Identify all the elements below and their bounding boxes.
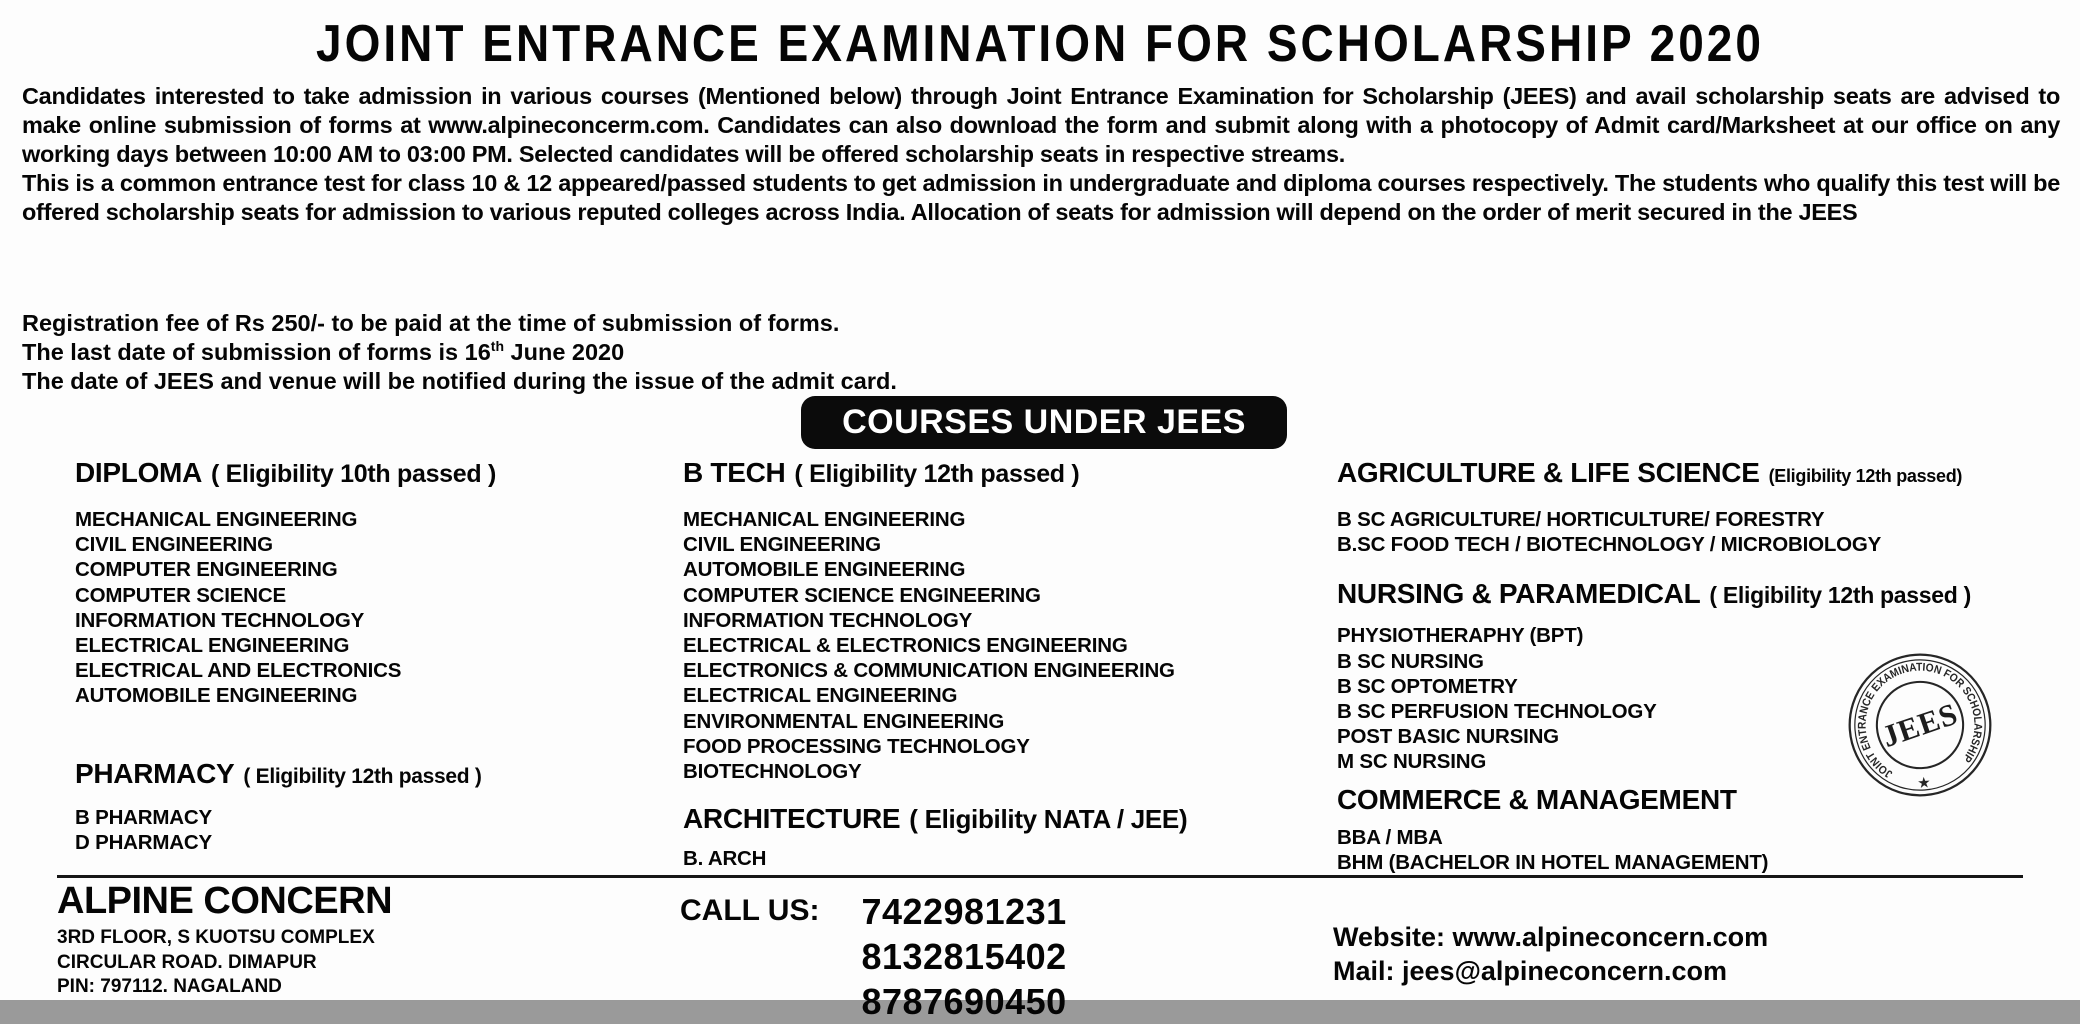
address-line: CIRCULAR ROAD. DIMAPUR [57, 951, 317, 973]
course-item: INFORMATION TECHNOLOGY [683, 608, 973, 632]
organization-address [57, 926, 392, 1000]
organization-name: ALPINE CONCERN [57, 880, 393, 922]
note-registration-fee: Registration fee of Rs 250/- to be paid at the time of submission of forms. [22, 310, 840, 336]
intro-paragraph-1: Candidates interested to take admission in various courses (Mentioned below) through Joint Entrance Examination for Scholarship (JEES) and avail scholarship seats are advised to make online submission of forms at www.alpineconcerm.com. Candidates can also download the form and submit along with a photocopy of Admit card/Marksheet at our office on any working days between 10:00 AM to 03:00 PM. Selected candidates will be offered scholarship seats in respective streams. [22, 83, 2060, 167]
course-item: B SC NURSING [1337, 649, 1484, 673]
seal-ring-text: JOINT ENTRANCE EXAMINATION FOR SCHOLARSHIP [1856, 661, 1984, 780]
ordinal-suffix: th [490, 338, 505, 355]
jees-seal [1840, 645, 2000, 805]
section-diploma [75, 456, 665, 709]
course-item: CIVIL ENGINEERING [683, 533, 881, 557]
footer-web-contacts [1333, 921, 1768, 988]
section-eligibility: ( Eligibility 10th passed ) [211, 460, 497, 488]
section-eligibility: ( Eligibility NATA / JEE) [909, 804, 1188, 835]
phone-number: 8787690450 [861, 981, 1067, 1022]
course-list [683, 846, 1328, 871]
course-list [1337, 825, 2067, 875]
mail-line [1333, 955, 1768, 989]
course-item: BIOTECHNOLOGY [683, 760, 862, 784]
course-item: B. ARCH [683, 847, 767, 871]
section-title: COMMERCE & MANAGEMENT [1337, 783, 1737, 815]
course-item: POST BASIC NURSING [1337, 725, 1559, 749]
course-item: AUTOMOBILE ENGINEERING [683, 558, 966, 582]
section-heading [1337, 456, 2067, 493]
page-title: JOINT ENTRANCE EXAMINATION FOR SCHOLARSHIP 2020 [316, 14, 1764, 73]
course-item: AUTOMOBILE ENGINEERING [75, 684, 358, 708]
website-label: Website: [1333, 922, 1453, 952]
course-item: B SC AGRICULTURE/ HORTICULTURE/ FORESTRY [1337, 508, 1825, 531]
course-item: B SC PERFUSION TECHNOLOGY [1337, 700, 1657, 724]
section-eligibility: ( Eligibility 12th passed ) [794, 460, 1080, 488]
address-line: 3RD FLOOR, S KUOTSU COMPLEX [57, 927, 375, 948]
course-list [75, 805, 665, 855]
section-title: DIPLOMA [75, 457, 203, 488]
section-heading [1337, 577, 2067, 612]
course-item: MECHANICAL ENGINEERING [75, 508, 358, 531]
section-title: PHARMACY [75, 757, 235, 789]
column-left [75, 456, 665, 855]
course-item: D PHARMACY [75, 830, 212, 854]
course-item: BHM (BACHELOR IN HOTEL MANAGEMENT) [1337, 850, 1769, 874]
section-btech [683, 456, 1328, 784]
call-us-label: CALL US: [680, 894, 820, 927]
footer-divider [57, 875, 2023, 878]
section-architecture [683, 802, 1328, 871]
course-list [75, 507, 665, 709]
course-item: COMPUTER ENGINEERING [75, 558, 338, 582]
section-agriculture-life-science [1337, 456, 2067, 557]
column-middle [683, 456, 1328, 871]
section-heading [683, 456, 1328, 491]
course-item: PHYSIOTHERAPHY (BPT) [1337, 624, 1584, 648]
intro-text [22, 82, 2060, 292]
phone-number: 7422981231 [861, 891, 1067, 932]
course-item: INFORMATION TECHNOLOGY [75, 608, 365, 632]
footer-call-us [680, 889, 1067, 1024]
section-eligibility: ( Eligibility 12th passed ) [1709, 582, 1971, 609]
note-admit-card: The date of JEES and venue will be notified during the issue of the admit card. [22, 368, 897, 394]
course-list [683, 507, 1328, 784]
course-item: M SC NURSING [1337, 750, 1487, 774]
course-item: BBA / MBA [1337, 825, 1443, 849]
course-item: COMPUTER SCIENCE ENGINEERING [683, 583, 1041, 607]
section-pharmacy [75, 757, 665, 855]
note-last-date: The last date of submission of forms is 16th June 2020 [22, 338, 625, 365]
seal-center-text: JEES [1877, 695, 1963, 755]
mail-address: jees@alpineconcern.com [1402, 955, 1727, 986]
section-title: B TECH [683, 457, 786, 488]
course-item: ELECTRONICS & COMMUNICATION ENGINEERING [683, 659, 1175, 683]
footer-organization [57, 880, 392, 1000]
website-line [1333, 921, 1768, 955]
course-item: ELECTRICAL ENGINEERING [75, 634, 350, 658]
course-item: ELECTRICAL ENGINEERING [683, 684, 958, 708]
seal-star-icon: ★ [1916, 774, 1932, 793]
section-title: AGRICULTURE & LIFE SCIENCE [1337, 457, 1760, 488]
course-item: CIVIL ENGINEERING [75, 533, 273, 557]
course-item: ELECTRICAL & ELECTRONICS ENGINEERING [683, 634, 1128, 658]
course-item: ENVIRONMENTAL ENGINEERING [683, 709, 1005, 733]
section-eligibility: ( Eligibility 12th passed ) [243, 764, 482, 788]
course-item: ELECTRICAL AND ELECTRONICS [75, 659, 402, 683]
section-title: NURSING & PARAMEDICAL [1337, 578, 1701, 610]
course-item: B PHARMACY [75, 805, 212, 829]
phone-numbers [861, 889, 1066, 1024]
course-item: FOOD PROCESSING TECHNOLOGY [683, 734, 1030, 758]
course-list [1337, 507, 2067, 557]
phone-number: 8132815402 [861, 936, 1067, 977]
section-eligibility: (Eligibility 12th passed) [1768, 466, 1963, 486]
courses-under-jees-badge: COURSES UNDER JEES [801, 396, 1287, 449]
mail-label: Mail: [1333, 955, 1403, 986]
course-item: B SC OPTOMETRY [1337, 674, 1518, 698]
registration-notes [22, 309, 897, 396]
intro-paragraph-2: This is a common entrance test for class 10 & 12 appeared/passed students to get admission in undergraduate and diploma courses respectively. The students who qualify this test will be offered scholarship seats for admission to various reputed colleges across India. Allocation of seats for admission will depend on the order of merit secured in the JEES [22, 170, 2060, 225]
course-item: MECHANICAL ENGINEERING [683, 508, 966, 531]
section-heading [683, 802, 1328, 836]
section-heading [75, 757, 665, 794]
address-line: PIN: 797112. NAGALAND [57, 976, 282, 997]
section-title: ARCHITECTURE [683, 803, 901, 835]
course-item: B.SC FOOD TECH / BIOTECHNOLOGY / MICROBIOLOGY [1337, 533, 1882, 557]
website-url: www.alpineconcern.com [1452, 922, 1769, 952]
section-heading [75, 456, 665, 491]
course-item: COMPUTER SCIENCE [75, 583, 286, 607]
